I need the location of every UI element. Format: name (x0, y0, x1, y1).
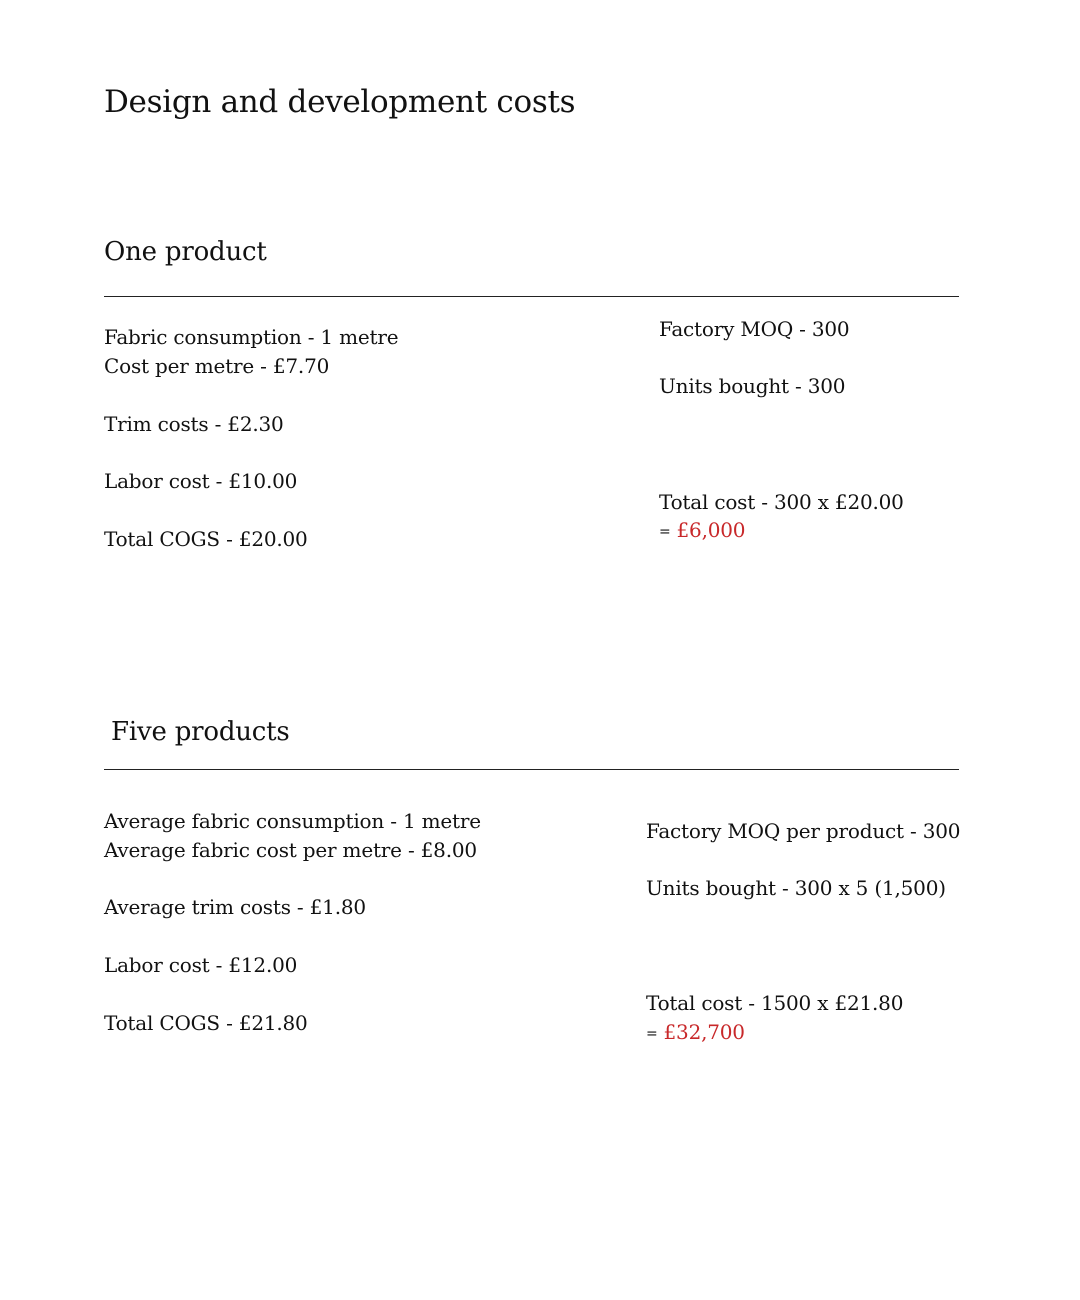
page-title: Design and development costs (104, 84, 576, 120)
units-bought-line: Units bought - 300 x 5 (1,500) (646, 876, 946, 900)
section-title-five-products: Five products (111, 717, 290, 747)
avg-fabric-consumption-line: Average fabric consumption - 1 metre (104, 809, 481, 833)
trim-costs-line: Trim costs - £2.30 (104, 412, 284, 436)
total-cogs-line: Total COGS - £20.00 (104, 527, 308, 551)
units-bought-line: Units bought - 300 (659, 374, 846, 398)
labor-cost-line: Labor cost - £10.00 (104, 469, 298, 493)
section-title-one-product: One product (104, 237, 267, 267)
total-cost-value: £6,000 (676, 518, 746, 542)
section-divider (104, 296, 959, 297)
fabric-consumption-line: Fabric consumption - 1 metre (104, 325, 399, 349)
section-divider (104, 769, 959, 770)
total-cost-line: Total cost - 300 x £20.00 (659, 490, 904, 514)
total-cost-result (659, 516, 745, 547)
equals-sign: = (659, 524, 671, 540)
avg-trim-costs-line: Average trim costs - £1.80 (104, 895, 366, 919)
factory-moq-per-product-line: Factory MOQ per product - 300 (646, 819, 961, 843)
equals-sign: = (646, 1026, 658, 1042)
avg-fabric-cost-line: Average fabric cost per metre - £8.00 (104, 838, 477, 862)
total-cost-value: £32,700 (663, 1020, 745, 1044)
factory-moq-line: Factory MOQ - 300 (659, 317, 850, 341)
total-cogs-line: Total COGS - £21.80 (104, 1011, 308, 1035)
total-cost-line: Total cost - 1500 x £21.80 (646, 991, 904, 1015)
total-cost-result (646, 1018, 745, 1049)
labor-cost-line: Labor cost - £12.00 (104, 953, 298, 977)
cost-per-metre-line: Cost per metre - £7.70 (104, 354, 330, 378)
